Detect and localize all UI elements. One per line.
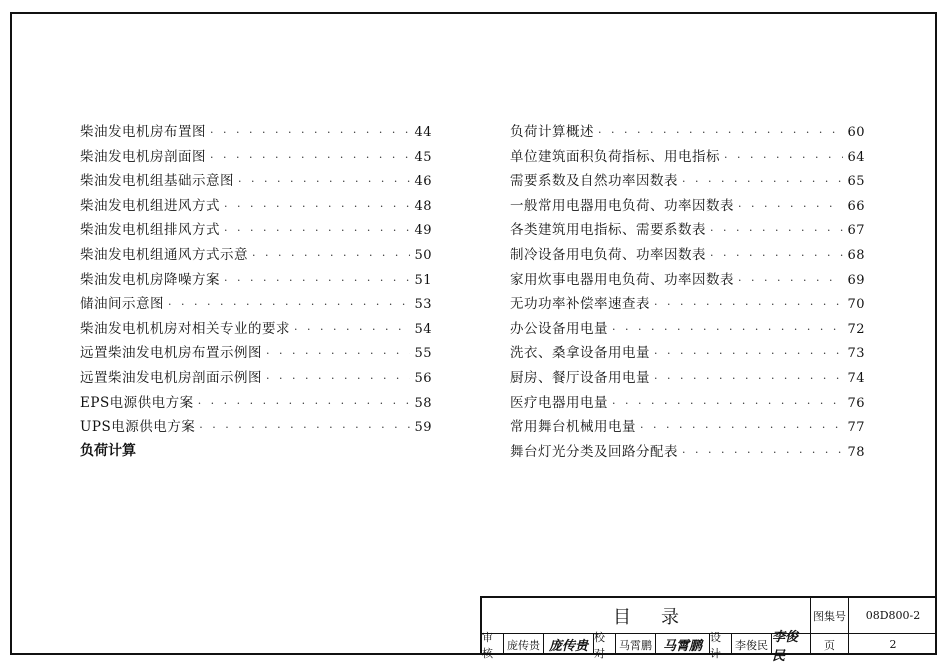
toc-entry <box>510 169 865 194</box>
toc-leader-dots <box>612 397 843 410</box>
toc-entry <box>510 120 865 145</box>
toc-entry-title: 洗衣、桑拿设备用电量 <box>510 345 650 362</box>
toc-entry-page: 48 <box>414 198 432 214</box>
toc-leader-dots <box>640 421 843 434</box>
toc-entry-page: 56 <box>414 370 432 386</box>
toc-leader-dots <box>682 175 843 188</box>
toc-leader-dots <box>598 126 843 139</box>
toc-entry-page: 54 <box>414 321 432 337</box>
toc-entry-page: 68 <box>847 247 865 263</box>
toc-leader-dots <box>654 298 843 311</box>
toc-leader-dots <box>738 200 843 213</box>
toc-entry <box>510 366 865 391</box>
toc-leader-dots <box>224 200 410 213</box>
toc-entry-title: 柴油发电机机房对相关专业的要求 <box>80 320 290 337</box>
review-name: 庞传贵 <box>504 634 544 655</box>
design-name: 李俊民 <box>732 634 772 655</box>
toc-leader-dots <box>168 298 410 311</box>
toc-entry-title: 单位建筑面积负荷指标、用电指标 <box>510 148 720 165</box>
toc-entry <box>510 391 865 416</box>
toc-entry-page: 64 <box>847 149 865 165</box>
toc-entry-title: 远置柴油发电机房剖面示例图 <box>80 369 262 386</box>
toc-leader-dots <box>724 151 843 164</box>
review-signature: 庞传贵 <box>544 634 594 655</box>
toc-entry-title: 常用舞台机械用电量 <box>510 419 636 436</box>
toc-leader-dots <box>682 446 843 459</box>
toc-entry-page: 53 <box>414 297 432 313</box>
toc-entry-title: 办公设备用电量 <box>510 320 608 337</box>
toc-left-column <box>80 120 432 466</box>
toc-entry-title: 远置柴油发电机房布置示例图 <box>80 345 262 362</box>
toc-right-column <box>510 120 865 464</box>
toc-leader-dots <box>210 151 410 164</box>
toc-leader-dots <box>710 249 843 262</box>
check-signature: 马霄鹏 <box>656 634 710 655</box>
toc-entry-title: 柴油发电机组进风方式 <box>80 197 220 214</box>
toc-entry <box>80 243 432 268</box>
toc-entry-title: 无功功率补偿率速查表 <box>510 296 650 313</box>
toc-entry-page: 72 <box>847 321 865 337</box>
toc-entry-page: 49 <box>414 223 432 239</box>
page-label: 页 <box>811 634 849 655</box>
toc-entry <box>80 391 432 416</box>
toc-leader-dots <box>654 347 843 360</box>
toc-entry-title: 制冷设备用电负荷、功率因数表 <box>510 246 706 263</box>
atlas-number-label: 图集号 <box>811 598 849 634</box>
toc-entry-title: 各类建筑用电指标、需要系数表 <box>510 222 706 239</box>
toc-entry <box>510 415 865 440</box>
toc-leader-dots <box>252 249 410 262</box>
toc-leader-dots <box>224 274 410 287</box>
toc-entry <box>80 218 432 243</box>
toc-entry-page: 44 <box>414 125 432 140</box>
toc-entry <box>80 145 432 170</box>
toc-entry <box>80 341 432 366</box>
toc-entry <box>80 366 432 391</box>
check-name: 马霄鹏 <box>616 634 656 655</box>
toc-entry-title: 柴油发电机房布置图 <box>80 124 206 140</box>
toc-entry-title: 柴油发电机组通风方式示意 <box>80 246 248 263</box>
toc-entry-title: 柴油发电机组基础示意图 <box>80 173 234 190</box>
toc-leader-dots <box>266 347 410 360</box>
atlas-number: 08D800-2 <box>849 598 937 634</box>
toc-entry-title: 负荷计算概述 <box>510 124 594 140</box>
page-number: 2 <box>889 638 897 651</box>
toc-entry-page: 67 <box>847 223 865 239</box>
toc-entry-title: 厨房、餐厅设备用电量 <box>510 369 650 386</box>
toc-entry-title: 柴油发电机房降噪方案 <box>80 271 220 288</box>
toc-entry-page: 50 <box>414 247 432 263</box>
toc-entry <box>510 292 865 317</box>
toc-entry-title: UPS电源供电方案 <box>80 419 196 436</box>
design-signature: 李俊民 <box>772 634 811 655</box>
toc-entry-page: 73 <box>847 346 865 362</box>
toc-entry-title: 储油间示意图 <box>80 296 164 313</box>
toc-entry <box>510 243 865 268</box>
toc-leader-dots <box>266 372 410 385</box>
toc-entry <box>80 317 432 342</box>
toc-section-heading: 负荷计算 <box>80 442 136 459</box>
toc-leader-dots <box>238 175 410 188</box>
signature-row <box>482 629 937 664</box>
review-label: 审核 <box>482 634 504 655</box>
toc-entry-page: 59 <box>414 420 432 436</box>
toc-entry <box>510 145 865 170</box>
toc-entry-title: 柴油发电机组排风方式 <box>80 222 220 239</box>
toc-entry <box>510 440 865 465</box>
toc-entry-page: 78 <box>847 444 865 460</box>
toc-entry-page: 55 <box>414 346 432 362</box>
toc-entry-title: 舞台灯光分类及回路分配表 <box>510 443 678 460</box>
toc-leader-dots <box>612 323 843 336</box>
toc-entry <box>80 268 432 293</box>
toc-entry-page: 70 <box>847 297 865 313</box>
toc-leader-dots <box>738 274 843 287</box>
toc-entry <box>510 317 865 342</box>
toc-entry <box>510 194 865 219</box>
title-block-title: 目录 <box>482 598 811 634</box>
toc-leader-dots <box>710 224 843 237</box>
toc-entry <box>80 292 432 317</box>
design-label: 设计 <box>710 634 732 655</box>
toc-leader-dots <box>294 323 410 336</box>
toc-entry-title: EPS电源供电方案 <box>80 394 194 411</box>
check-label: 校对 <box>594 634 616 655</box>
toc-entry-title: 家用炊事电器用电负荷、功率因数表 <box>510 271 734 288</box>
toc-entry <box>80 169 432 194</box>
toc-entry-page: 58 <box>414 395 432 411</box>
toc-entry-page: 60 <box>847 125 865 140</box>
toc-entry-page: 77 <box>847 420 865 436</box>
toc-entry-page: 51 <box>414 272 432 288</box>
toc-entry-page: 65 <box>847 174 865 190</box>
toc-entry-title: 医疗电器用电量 <box>510 394 608 411</box>
toc-entry-page: 45 <box>414 149 432 165</box>
title-block <box>480 596 937 664</box>
toc-entry <box>510 268 865 293</box>
toc-entry-title: 一般常用电器用电负荷、功率因数表 <box>510 197 734 214</box>
toc-entry-title: 柴油发电机房剖面图 <box>80 148 206 165</box>
toc-leader-dots <box>198 397 411 410</box>
toc-entry-page: 69 <box>847 272 865 288</box>
toc-entry-page: 46 <box>414 174 432 190</box>
toc-entry-page: 76 <box>847 395 865 411</box>
toc-entry <box>80 194 432 219</box>
toc-entry-page: 66 <box>847 198 865 214</box>
toc-leader-dots <box>199 421 410 434</box>
toc-entry <box>80 120 432 145</box>
toc-entry-title: 需要系数及自然功率因数表 <box>510 173 678 190</box>
toc-entry <box>510 218 865 243</box>
toc-leader-dots <box>210 126 410 139</box>
toc-entry <box>80 415 432 440</box>
toc-entry-page: 74 <box>847 370 865 386</box>
toc-leader-dots <box>224 224 410 237</box>
toc-entry <box>510 341 865 366</box>
toc-leader-dots <box>654 372 843 385</box>
